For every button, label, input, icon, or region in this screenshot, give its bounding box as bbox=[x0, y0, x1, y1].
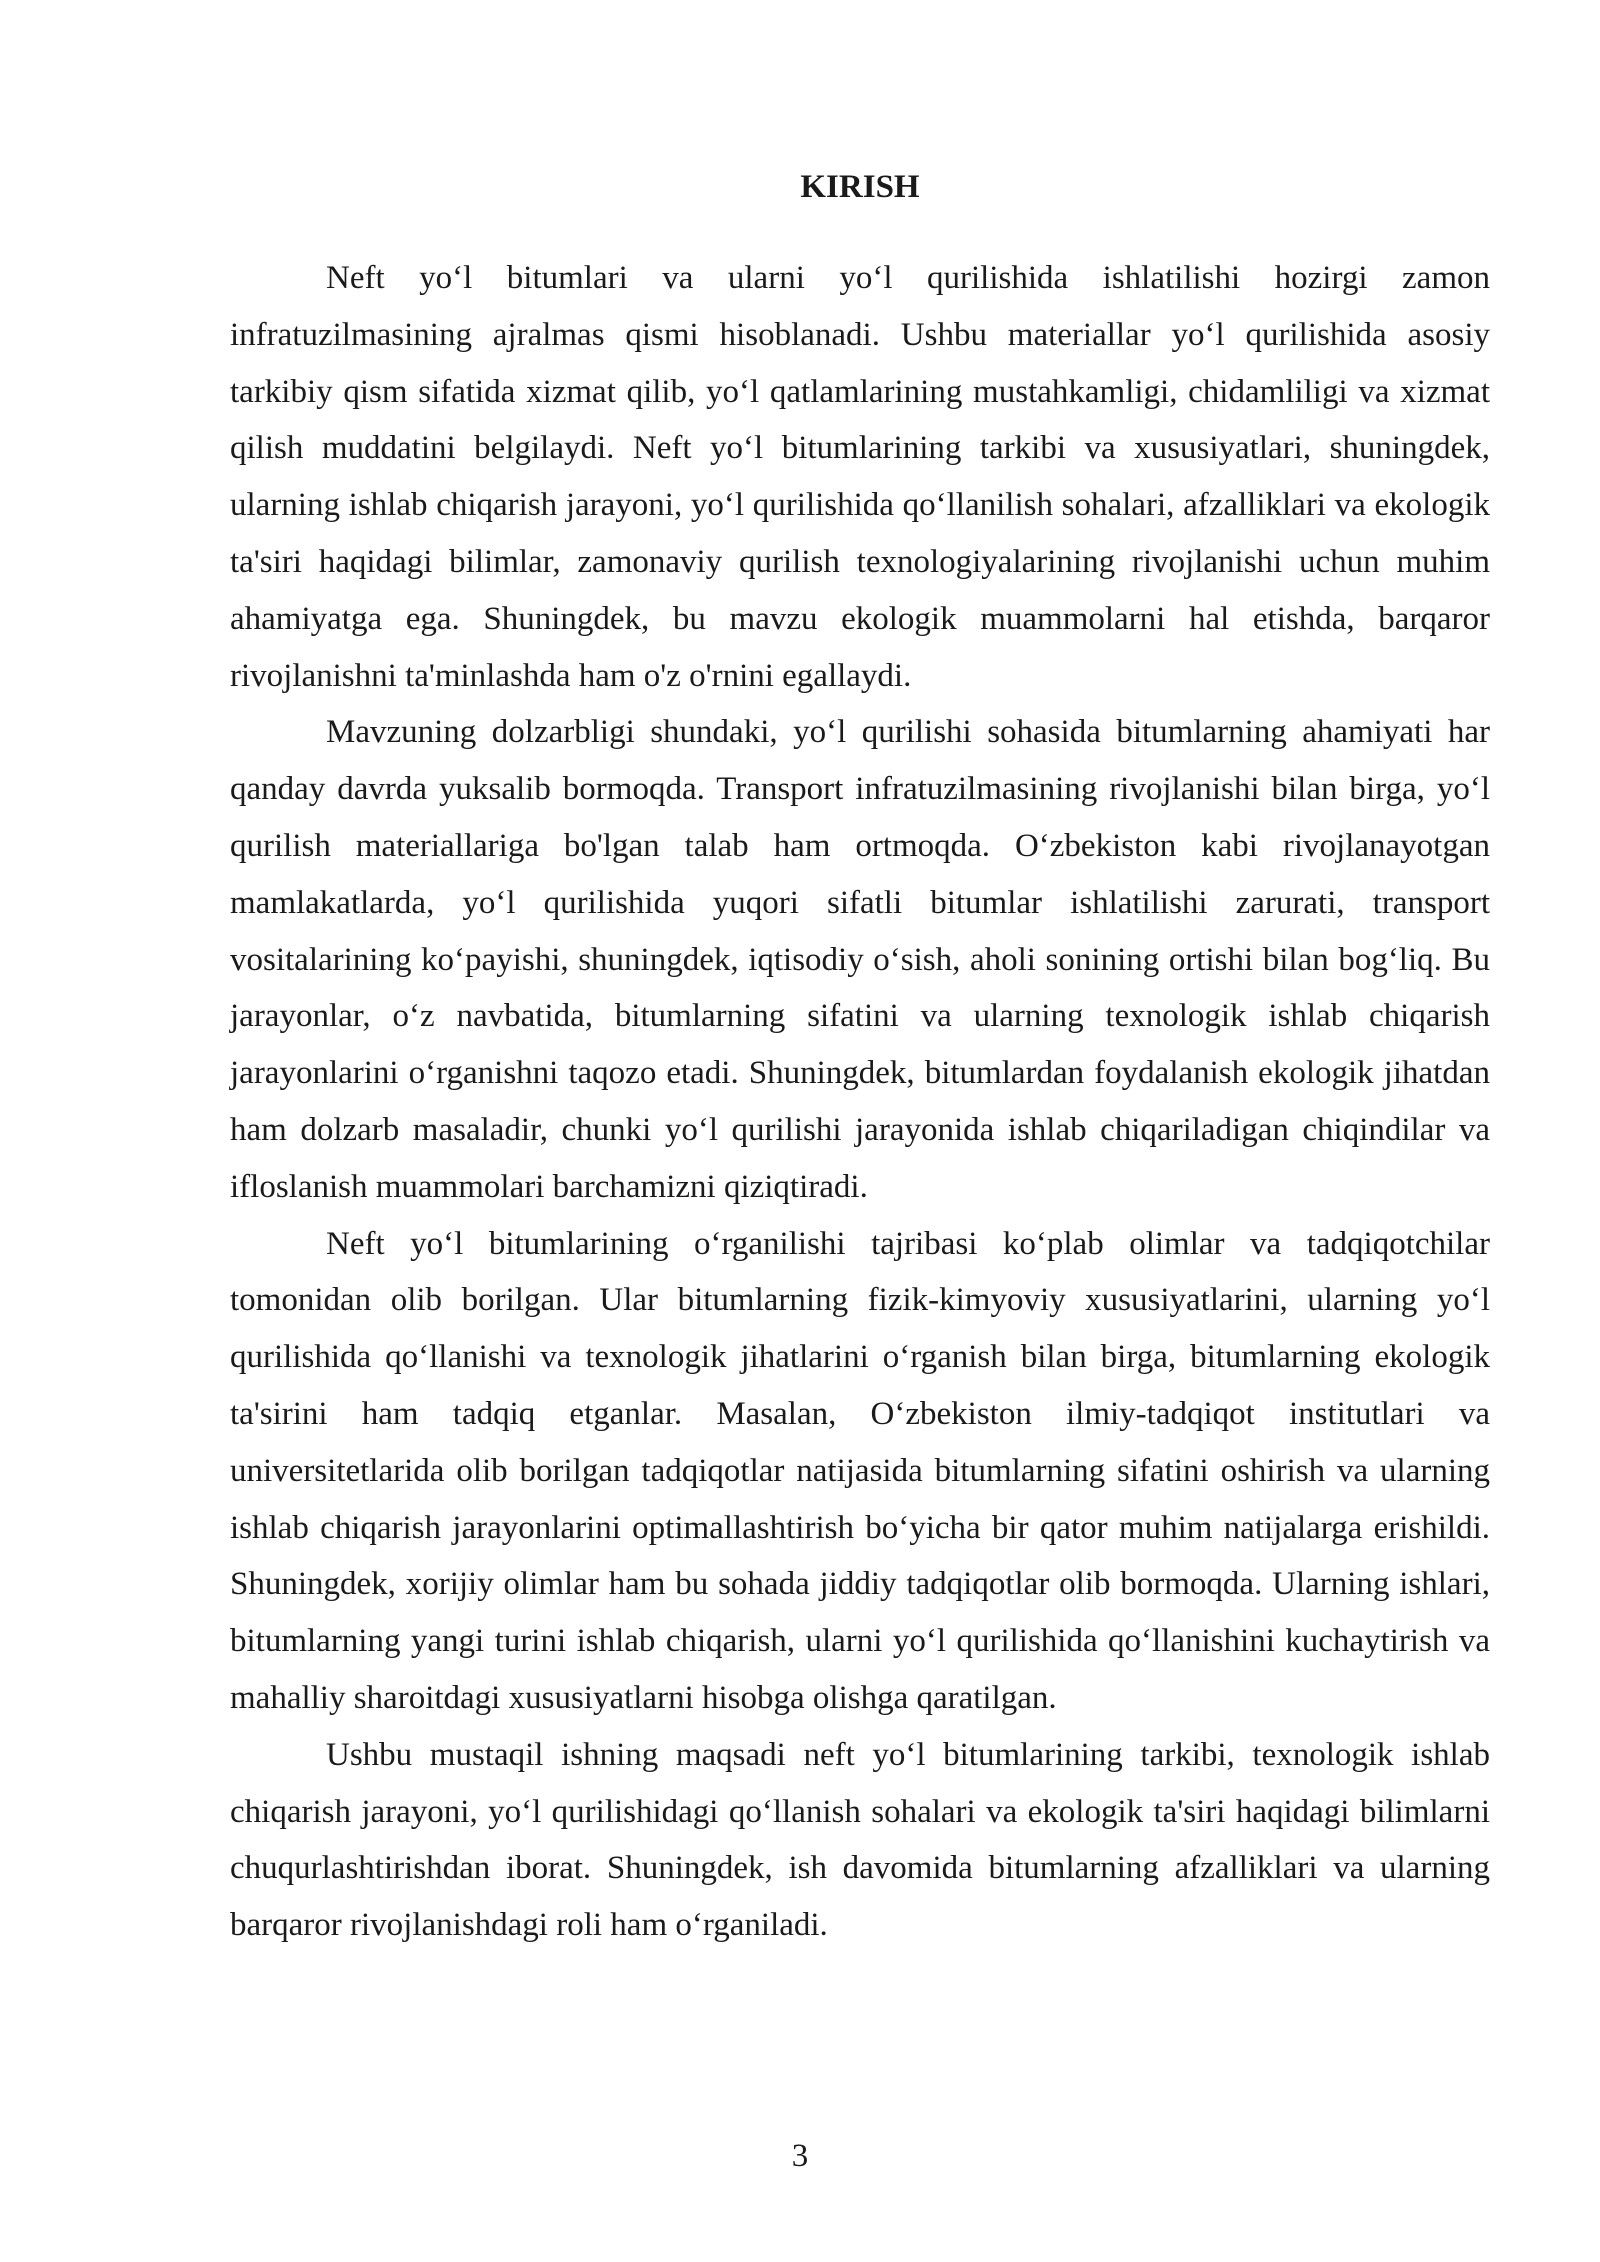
document-body bbox=[230, 250, 1490, 1954]
paragraph-relevance: Mavzuning dolzarbligi shundaki, yo‘l qurilishi sohasida bitumlarning ahamiyati har qanday davrda yuksalib bormoqda. Transport infratuzilmasining rivojlanishi bilan birga, yo‘l qurilish materiallariga bo'lgan talab ham ortmoqda. O‘zbekiston kabi rivojlanayotgan mamlakatlarda, yo‘l qurilishida yuqori sifatli bitumlar ishlatilishi zarurati, transport vositalarining ko‘payishi, shuningdek, iqtisodiy o‘sish, aholi sonining ortishi bilan bog‘liq. Bu jarayonlar, o‘z navbatida, bitumlarning sifatini va ularning texnologik ishlab chiqarish jarayonlarini o‘rganishni taqozo etadi. Shuningdek, bitumlardan foydalanish ekologik jihatdan ham dolzarb masaladir, chunki yo‘l qurilishi jarayonida ishlab chiqariladigan chiqindilar va ifloslanish muammolari barchamizni qiziqtiradi. bbox=[230, 714, 1490, 1205]
document-title: KIRISH bbox=[800, 169, 920, 205]
paragraph-introduction: Neft yo‘l bitumlari va ularni yo‘l qurilishida ishlatilishi hozirgi zamon infratuzilmasining ajralmas qismi hisoblanadi. Ushbu materiallar yo‘l qurilishida asosiy tarkibiy qism sifatida xizmat qilib, yo‘l qatlamlarining mustahkamligi, chidamliligi va xizmat qilish muddatini belgilaydi. Neft yo‘l bitumlarining tarkibi va xususiyatlari, shuningdek, ularning ishlab chiqarish jarayoni, yo‘l qurilishida qo‘llanilish sohalari, afzalliklari va ekologik ta'siri haqidagi bilimlar, zamonaviy qurilish texnologiyalarining rivojlanishi uchun muhim ahamiyatga ega. Shuningdek, bu mavzu ekologik muammolarni hal etishda, barqaror rivojlanishni ta'minlashda ham o'z o'rnini egallaydi. bbox=[230, 260, 1490, 694]
paragraph-goal: Ushbu mustaqil ishning maqsadi neft yo‘l bitumlarining tarkibi, texnologik ishlab chiqarish jarayoni, yo‘l qurilishidagi qo‘llanish sohalari va ekologik ta'siri haqidagi bilimlarni chuqurlashtirishdan iborat. Shuningdek, ish davomida bitumlarning afzalliklari va ularning barqaror rivojlanishdagi roli ham o‘rganiladi. bbox=[230, 1736, 1490, 1944]
page-number: 3 bbox=[791, 2138, 809, 2174]
paragraph-research-experience: Neft yo‘l bitumlarining o‘rganilishi tajribasi ko‘plab olimlar va tadqiqotchilar tomonidan olib borilgan. Ular bitumlarning fizik-kimyoviy xususiyatlarini, ularning yo‘l qurilishida qo‘llanishi va texnologik jihatlarini o‘rganish bilan birga, bitumlarning ekologik ta'sirini ham tadqiq etganlar. Masalan, O‘zbekiston ilmiy-tadqiqot institutlari va universitetlarida olib borilgan tadqiqotlar natijasida bitumlarning sifatini oshirish va ularning ishlab chiqarish jarayonlarini optimallashtirish bo‘yicha bir qator muhim natijalarga erishildi. Shuningdek, xorijiy olimlar ham bu sohada jiddiy tadqiqotlar olib bormoqda. Ularning ishlari, bitumlarning yangi turini ishlab chiqarish, ularni yo‘l qurilishida qo‘llanishini kuchaytirish va mahalliy sharoitdagi xususiyatlarni hisobga olishga qaratilgan. bbox=[230, 1225, 1490, 1716]
